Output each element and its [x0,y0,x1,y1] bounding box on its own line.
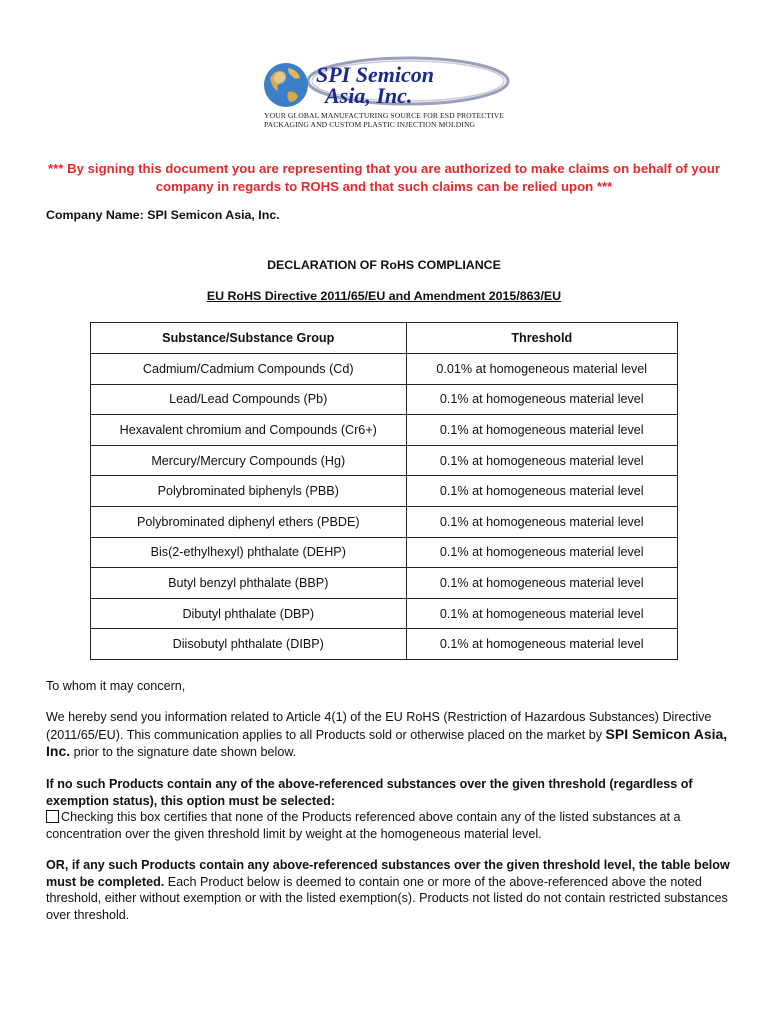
substance-cell: Dibutyl phthalate (DBP) [91,598,407,629]
greeting: To whom it may concern, [46,679,186,693]
substance-cell: Polybrominated biphenyls (PBB) [91,476,407,507]
header-substance: Substance/Substance Group [91,323,407,354]
threshold-cell: 0.1% at homogeneous material level [406,537,678,568]
substance-cell: Mercury/Mercury Compounds (Hg) [91,445,407,476]
substance-cell: Butyl benzyl phthalate (BBP) [91,568,407,599]
logo-name-line2: Asia, Inc. [325,83,413,108]
threshold-cell: 0.1% at homogeneous material level [406,415,678,446]
para1-text-a: We hereby send you information related to Article 4(1) of the EU RoHS (Restriction of Hazardous Substances) Directive (2011/65/EU). This communication applies to all Products sold or otherwise placed on the market by [46,710,712,742]
threshold-cell: 0.1% at homogeneous material level [406,384,678,415]
substances-present-option [46,857,730,923]
substance-cell: Bis(2-ethylhexyl) phthalate (DEHP) [91,537,407,568]
para1-text-b: prior to the signature date shown below. [70,745,297,759]
substance-cell: Diisobutyl phthalate (DIBP) [91,629,407,660]
logo-tagline [264,111,514,129]
threshold-cell: 0.1% at homogeneous material level [406,445,678,476]
table-row [91,568,678,599]
information-paragraph [46,709,730,761]
threshold-cell: 0.1% at homogeneous material level [406,568,678,599]
table-row [91,354,678,385]
table-row [91,598,678,629]
compliance-checkbox[interactable] [46,810,59,823]
table-row [91,415,678,446]
substance-cell: Cadmium/Cadmium Compounds (Cd) [91,354,407,385]
header-threshold: Threshold [406,323,678,354]
logo-name-line1: SPI Semicon [316,62,434,87]
option1-instruction: If no such Products contain any of the above-referenced substances over the given threshold (regardless of exemption status), this option must be selected: [46,777,693,808]
threshold-cell: 0.01% at homogeneous material level [406,354,678,385]
threshold-cell: 0.1% at homogeneous material level [406,598,678,629]
table-row [91,384,678,415]
threshold-cell: 0.1% at homogeneous material level [406,506,678,537]
substance-cell: Lead/Lead Compounds (Pb) [91,384,407,415]
table-row [91,445,678,476]
threshold-cell: 0.1% at homogeneous material level [406,476,678,507]
company-logo [258,54,514,134]
threshold-cell: 0.1% at homogeneous material level [406,629,678,660]
table-header-row [91,323,678,354]
logo-wordmark [316,64,434,106]
substance-threshold-table [90,322,678,660]
directive-heading: EU RoHS Directive 2011/65/EU and Amendment 2015/863/EU [206,289,562,303]
no-substances-option [46,776,730,842]
company-name: Company Name: SPI Semicon Asia, Inc. [46,208,280,222]
substance-cell: Hexavalent chromium and Compounds (Cr6+) [91,415,407,446]
table-row [91,506,678,537]
table-row [91,629,678,660]
logo-tagline-line1: YOUR GLOBAL MANUFACTURING SOURCE FOR ESD PROTECTIVE [264,111,505,120]
declaration-title: DECLARATION OF RoHS COMPLIANCE [267,258,501,272]
para1-company: SPI Semicon Asia, Inc. [46,725,728,759]
option1-checkbox-row [46,809,730,842]
option2-text: Each Product below is deemed to contain one or more of the above-referenced above the noted threshold, either without exemption or with the listed exemption(s). Products not listed do not contain restricted substances over threshold. [46,874,728,922]
logo-tagline-line2: PACKAGING AND CUSTOM PLASTIC INJECTION MOLDING [264,120,476,129]
checkbox-label: Checking this box certifies that none of the Products referenced above contain any of the listed substances at a concentration over the given threshold limit by weight at the homogeneous material level. [46,810,681,841]
table-row [91,537,678,568]
table-row [91,476,678,507]
authorization-warning: *** By signing this document you are representing that you are authorized to make claims on behalf of your company in regards to ROHS and that such claims can be relied upon *** [48,161,720,194]
substance-cell: Polybrominated diphenyl ethers (PBDE) [91,506,407,537]
option2-instruction: OR, if any such Products contain any above-referenced substances over the given threshold level, the table below must be completed. [46,858,730,889]
